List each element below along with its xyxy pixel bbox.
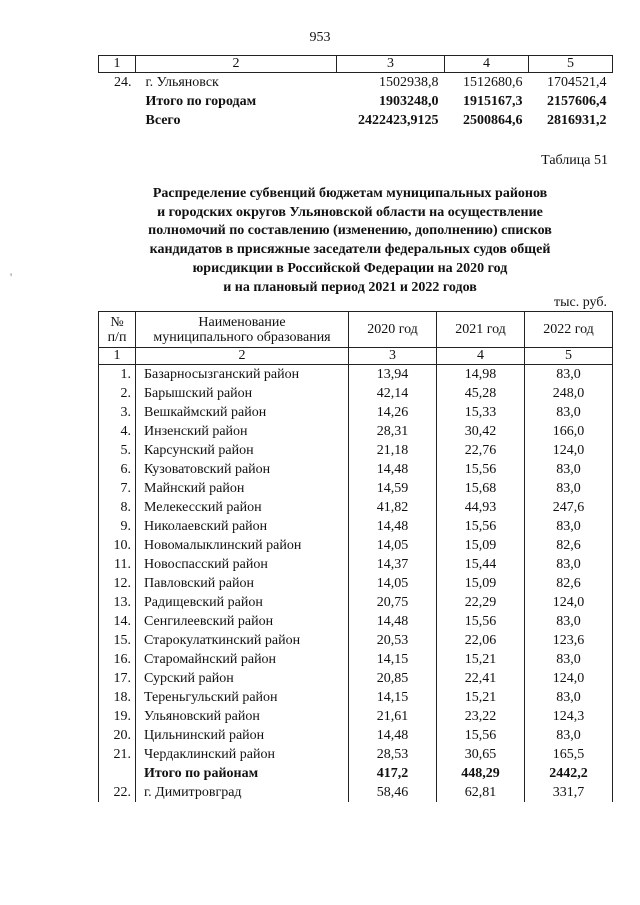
- value-2020: 14,37: [349, 555, 437, 574]
- row-number: 9.: [99, 517, 136, 536]
- row-number: 1.: [99, 365, 136, 385]
- row-name: Барышский район: [136, 384, 349, 403]
- row-name: г. Ульяновск: [145, 74, 219, 90]
- value-2020: 2422423,9125: [358, 112, 439, 128]
- value-2020: 28,53: [349, 745, 437, 764]
- value-2020: 13,94: [349, 365, 437, 385]
- value-2022: 124,3: [525, 707, 613, 726]
- value-2020: 20,53: [349, 631, 437, 650]
- value-2022: 83,0: [525, 517, 613, 536]
- column-index: 2: [136, 348, 349, 365]
- value-2021: 15,56: [437, 612, 525, 631]
- row-number: 16.: [99, 650, 136, 669]
- value-2022: 83,0: [525, 479, 613, 498]
- value-2021: 15,44: [437, 555, 525, 574]
- value-2022: 166,0: [525, 422, 613, 441]
- value-2020: 28,31: [349, 422, 437, 441]
- header-2022: 2022 год: [525, 312, 613, 348]
- column-number: 3: [337, 56, 445, 73]
- value-2022: 331,7: [525, 783, 613, 802]
- value-2021: 15,56: [437, 726, 525, 745]
- header-number-line: №: [110, 314, 124, 330]
- table-row: [99, 726, 613, 745]
- value-2022: 83,0: [525, 403, 613, 422]
- value-2021: 22,29: [437, 593, 525, 612]
- value-2022: 2157606,4: [547, 93, 607, 109]
- row-name: Павловский район: [136, 574, 349, 593]
- row-number: 22.: [99, 783, 136, 802]
- row-number: 3.: [99, 403, 136, 422]
- table-row: [99, 745, 613, 764]
- column-number: 1: [99, 56, 136, 73]
- table-title: [110, 185, 590, 297]
- table-row: [99, 707, 613, 726]
- value-2022: 2816931,2: [547, 112, 607, 128]
- value-2021: 15,68: [437, 479, 525, 498]
- value-2021: 15,33: [437, 403, 525, 422]
- header-number-line: п/п: [107, 329, 127, 345]
- column-index-row: [99, 348, 613, 365]
- table-row: [99, 555, 613, 574]
- row-number: [99, 764, 136, 783]
- value-2020: 21,61: [349, 707, 437, 726]
- row-name: Мелекесский район: [136, 498, 349, 517]
- header-name-line: муниципального образования: [153, 329, 331, 345]
- value-2021: 2500864,6: [463, 112, 523, 128]
- continued-table: [98, 55, 613, 130]
- value-2020: 58,46: [349, 783, 437, 802]
- value-2020: 1903248,0: [379, 93, 439, 109]
- row-name: Старомайнский район: [136, 650, 349, 669]
- value-2021: 45,28: [437, 384, 525, 403]
- value-2021: 62,81: [437, 783, 525, 802]
- row-name: г. Димитровград: [136, 783, 349, 802]
- row-name: Цильнинский район: [136, 726, 349, 745]
- column-index: 3: [349, 348, 437, 365]
- value-2020: 14,48: [349, 726, 437, 745]
- value-2022: 83,0: [525, 650, 613, 669]
- row-name: Тереньгульский район: [136, 688, 349, 707]
- value-2022: 82,6: [525, 536, 613, 555]
- row-number: [99, 111, 136, 130]
- value-2021: 15,21: [437, 650, 525, 669]
- value-2020: 41,82: [349, 498, 437, 517]
- header-number: [99, 312, 136, 348]
- table-row: [99, 783, 613, 802]
- value-2021: 30,65: [437, 745, 525, 764]
- value-2022: 82,6: [525, 574, 613, 593]
- row-name: Старокулаткинский район: [136, 631, 349, 650]
- value-2020: 417,2: [349, 764, 437, 783]
- row-number: 15.: [99, 631, 136, 650]
- table-row: [99, 422, 613, 441]
- value-2020: 20,75: [349, 593, 437, 612]
- value-2021: 22,06: [437, 631, 525, 650]
- table-row: [99, 631, 613, 650]
- table-row: [99, 403, 613, 422]
- table-row: [99, 650, 613, 669]
- row-name: Сурский район: [136, 669, 349, 688]
- value-2022: 83,0: [525, 460, 613, 479]
- value-2020: 14,48: [349, 517, 437, 536]
- row-name: Всего: [145, 112, 181, 128]
- table-row: [99, 73, 613, 93]
- value-2021: 15,56: [437, 517, 525, 536]
- row-number: 19.: [99, 707, 136, 726]
- table-row: [99, 498, 613, 517]
- row-number: 20.: [99, 726, 136, 745]
- column-index: 1: [99, 348, 136, 365]
- header-name-line: Наименование: [198, 314, 286, 330]
- value-2020: 20,85: [349, 669, 437, 688]
- table-row: [99, 574, 613, 593]
- row-number: 2.: [99, 384, 136, 403]
- value-2020: 14,05: [349, 574, 437, 593]
- value-2021: 15,09: [437, 536, 525, 555]
- value-2022: 83,0: [525, 555, 613, 574]
- row-number: [99, 92, 136, 111]
- margin-mark: ': [10, 270, 13, 284]
- row-number: 4.: [99, 422, 136, 441]
- value-2022: 124,0: [525, 669, 613, 688]
- value-2020: 14,48: [349, 612, 437, 631]
- value-2021: 1512680,6: [463, 74, 523, 90]
- value-2021: 15,56: [437, 460, 525, 479]
- header-2020: 2020 год: [349, 312, 437, 348]
- value-2021: 15,09: [437, 574, 525, 593]
- row-name: Вешкаймский район: [136, 403, 349, 422]
- row-number: 8.: [99, 498, 136, 517]
- units-label: тыс. руб.: [554, 295, 607, 310]
- row-name: Новоспасский район: [136, 555, 349, 574]
- row-name: Итого по городам: [145, 93, 257, 109]
- value-2022: 247,6: [525, 498, 613, 517]
- value-2020: 14,59: [349, 479, 437, 498]
- table-row: [99, 669, 613, 688]
- value-2022: 124,0: [525, 593, 613, 612]
- column-number-row: [99, 56, 613, 73]
- row-name: Базарносызганский район: [136, 365, 349, 385]
- value-2022: 1704521,4: [547, 74, 607, 90]
- row-name: Сенгилеевский район: [136, 612, 349, 631]
- header-2021: 2021 год: [437, 312, 525, 348]
- row-name: Новомалыклинский район: [136, 536, 349, 555]
- row-number: 10.: [99, 536, 136, 555]
- value-2020: 14,26: [349, 403, 437, 422]
- table-row: [99, 536, 613, 555]
- value-2021: 14,98: [437, 365, 525, 385]
- page-number: 953: [309, 30, 331, 45]
- table-row: [99, 441, 613, 460]
- value-2022: 83,0: [525, 365, 613, 385]
- column-number: 2: [136, 56, 337, 73]
- title-line: кандидатов в присяжные заседатели федеральных судов общей: [149, 242, 551, 258]
- table-row: [99, 92, 613, 111]
- value-2022: 124,0: [525, 441, 613, 460]
- row-name: Итого по районам: [136, 764, 349, 783]
- value-2021: 30,42: [437, 422, 525, 441]
- table-row: [99, 479, 613, 498]
- row-name: Инзенский район: [136, 422, 349, 441]
- value-2021: 448,29: [437, 764, 525, 783]
- row-name: Майнский район: [136, 479, 349, 498]
- value-2022: 83,0: [525, 688, 613, 707]
- value-2022: 83,0: [525, 612, 613, 631]
- value-2020: 14,48: [349, 460, 437, 479]
- row-name: Ульяновский район: [136, 707, 349, 726]
- value-2020: 14,15: [349, 688, 437, 707]
- value-2020: 14,05: [349, 536, 437, 555]
- column-number: 4: [445, 56, 529, 73]
- value-2022: 2442,2: [525, 764, 613, 783]
- row-number: 24.: [114, 74, 132, 90]
- value-2021: 22,76: [437, 441, 525, 460]
- row-name: Кузоватовский район: [136, 460, 349, 479]
- table-label: Таблица 51: [541, 153, 608, 168]
- table-row: [99, 384, 613, 403]
- value-2022: 123,6: [525, 631, 613, 650]
- total-row: [99, 764, 613, 783]
- value-2020: 42,14: [349, 384, 437, 403]
- column-index: 5: [525, 348, 613, 365]
- value-2022: 165,5: [525, 745, 613, 764]
- table-row: [99, 688, 613, 707]
- row-name: Радищевский район: [136, 593, 349, 612]
- row-number: 12.: [99, 574, 136, 593]
- table-row: [99, 593, 613, 612]
- row-number: 5.: [99, 441, 136, 460]
- row-number: 7.: [99, 479, 136, 498]
- value-2021: 44,93: [437, 498, 525, 517]
- value-2020: 14,15: [349, 650, 437, 669]
- table-row: [99, 365, 613, 385]
- title-line: полномочий по составлению (изменению, дополнению) списков: [148, 223, 552, 239]
- value-2022: 248,0: [525, 384, 613, 403]
- header-row: [99, 312, 613, 348]
- row-number: 18.: [99, 688, 136, 707]
- title-line: юрисдикции в Российской Федерации на 2020 год: [192, 260, 508, 276]
- title-line: Распределение субвенций бюджетам муниципальных районов: [152, 186, 548, 201]
- value-2021: 1915167,3: [463, 93, 523, 109]
- title-line: и городских округов Ульяновской области на осуществление: [157, 204, 543, 220]
- value-2022: 83,0: [525, 726, 613, 745]
- table-row: [99, 517, 613, 536]
- value-2021: 23,22: [437, 707, 525, 726]
- table-row: [99, 460, 613, 479]
- row-name: Чердаклинский район: [136, 745, 349, 764]
- table-row: [99, 111, 613, 130]
- row-number: 6.: [99, 460, 136, 479]
- column-index: 4: [437, 348, 525, 365]
- row-number: 14.: [99, 612, 136, 631]
- value-2020: 1502938,8: [379, 74, 439, 90]
- row-number: 13.: [99, 593, 136, 612]
- row-number: 17.: [99, 669, 136, 688]
- column-number: 5: [529, 56, 613, 73]
- row-number: 11.: [99, 555, 136, 574]
- value-2021: 15,21: [437, 688, 525, 707]
- header-name: [136, 312, 349, 348]
- subvention-table: [98, 311, 613, 802]
- value-2021: 22,41: [437, 669, 525, 688]
- row-name: Николаевский район: [136, 517, 349, 536]
- row-number: 21.: [99, 745, 136, 764]
- title-line: и на плановый период 2021 и 2022 годов: [223, 279, 477, 295]
- row-name: Карсунский район: [136, 441, 349, 460]
- table-row: [99, 612, 613, 631]
- value-2020: 21,18: [349, 441, 437, 460]
